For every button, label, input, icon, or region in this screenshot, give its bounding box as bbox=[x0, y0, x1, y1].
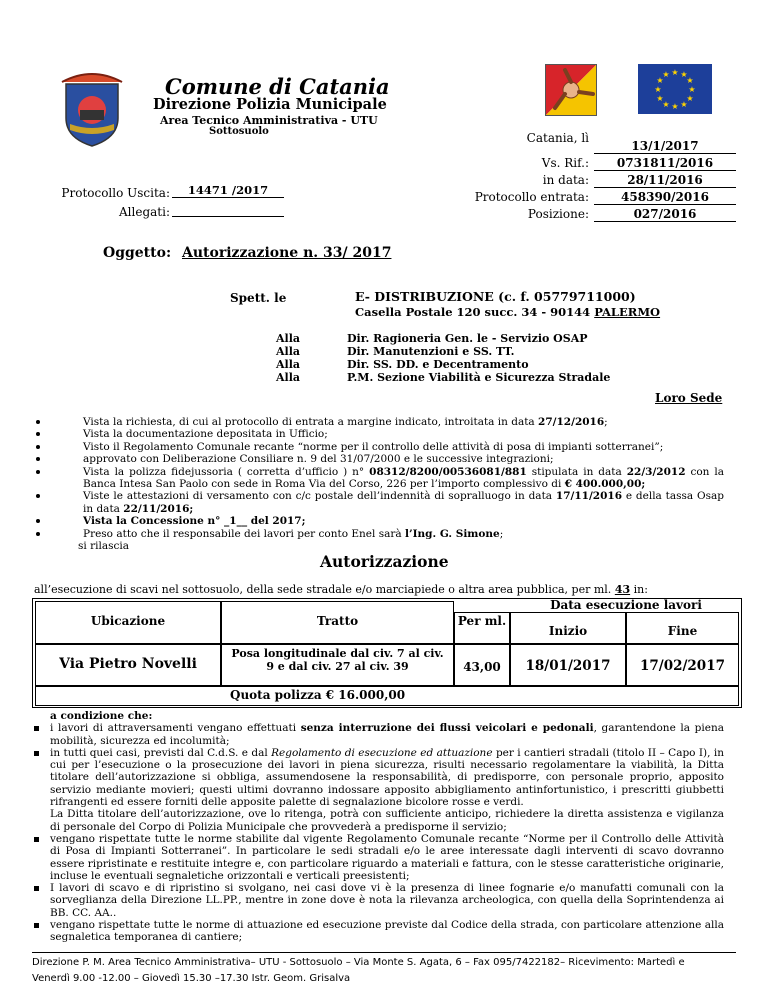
recipient-main-line2 bbox=[355, 305, 660, 319]
alla-label: Alla bbox=[276, 345, 301, 358]
svg-text:★: ★ bbox=[686, 94, 694, 103]
premise-item: Vista la polizza fidejussoria ( corretta d’ufficio ) n° 08312/8200/00536081/881 stipulata in data 22/3/2012 con la Banca Intesa San Paolo con sede in Roma Via del Corso, 226 per l’importo complessivo di € 400.000,00; bbox=[34, 466, 724, 491]
premise-item: Vista la documentazione depositata in Ufficio; bbox=[34, 428, 724, 440]
autorizzazione-intro: all’esecuzione di scavi nel sottosuolo, della sede stradale e/o marciapiede o altra area pubblica, per ml. 43 in: bbox=[34, 583, 648, 596]
alla-label: Alla bbox=[276, 358, 301, 371]
ubicazione-value: Via Pietro Novelli bbox=[59, 656, 197, 672]
svg-text:★: ★ bbox=[671, 68, 679, 77]
tratto-value: Posa longitudinale dal civ. 7 al civ. 9 e dal civ. 27 al civ. 39 bbox=[231, 647, 444, 673]
condition-item: vengano rispettate tutte le norme di attuazione ed esecuzione previste dal Codice della strada, con particolare attenzione alla segnaletica temporanea di cantiere; bbox=[34, 919, 724, 944]
rilascia-line: si rilascia bbox=[78, 540, 129, 553]
oggetto-line bbox=[103, 245, 391, 261]
in-data-value: 28/11/2016 bbox=[594, 173, 736, 188]
svg-text:★: ★ bbox=[654, 85, 662, 94]
other-recipients bbox=[347, 332, 610, 384]
footer-line1: Direzione P. M. Area Tecnico Amministrativa– UTU - Sottosuolo – Via Monte S. Agata, 6 – Fax 095/7422182– Ricevimento: Martedì e bbox=[32, 957, 685, 968]
recipient-decentramento: Dir. SS. DD. e Decentramento bbox=[347, 358, 529, 371]
conditions-heading: a condizione che: bbox=[50, 710, 153, 722]
oggetto-text: Autorizzazione n. 33/ 2017 bbox=[182, 245, 392, 261]
comune-title: Comune di Catania bbox=[165, 74, 390, 99]
condition-item: I lavori di scavo e di ripristino si svolgano, nei casi dove vi è la presenza di linee fognarie e/o manufatti comunali con la sorveglianza della Direzione LL.PP., mentre in zone dove è nota la rilevanza archeologica, con quella della Soprintendenza ai BB. CC. AA.. bbox=[34, 882, 724, 919]
conditions-section bbox=[34, 710, 724, 944]
header-data-esecuzione: Data esecuzione lavori bbox=[550, 598, 702, 612]
condition-item: vengano rispettate tutte le norme stabilite dal vigente Regolamento Comunale recante “Norme per il Controllo delle Attività di Posa di Impianti Sotterranei”. In particolare le sedi stradali e/o le aree interessate dagli interventi di scavo dovranno essere ripristinate e restituite integre e, con particolare riguardo a materiali e fattura, con le stesse caratteristiche originarie, incluse le eventuali segnaletiche orizzontali e verticali preesistenti; bbox=[34, 833, 724, 882]
protocollo-uscita-value: 14471 /2017 bbox=[172, 183, 284, 198]
municipal-crest bbox=[56, 66, 128, 150]
date-value: 13/1/2017 bbox=[594, 139, 736, 154]
autorizzazione-title: Autorizzazione bbox=[320, 552, 449, 571]
recipient-address: Casella Postale 120 succ. 34 - 90144 bbox=[355, 305, 591, 319]
premise-item: Vista la richiesta, di cui al protocollo di entrata a margine indicato, introitata in data 27/12/2016; bbox=[34, 416, 724, 428]
in-data-label: in data: bbox=[542, 173, 589, 187]
svg-text:★: ★ bbox=[656, 76, 664, 85]
svg-text:★: ★ bbox=[656, 94, 664, 103]
footer-line2: Venerdì 9.00 -12.00 – Giovedì 15.30 –17.30 Istr. Geom. Grisalva bbox=[32, 973, 351, 984]
alla-column bbox=[276, 332, 300, 384]
header-fine: Fine bbox=[667, 624, 698, 638]
premises-list bbox=[34, 416, 724, 552]
protocollo-entrata-label: Protocollo entrata: bbox=[474, 190, 589, 204]
alla-label: Alla bbox=[276, 371, 301, 384]
vs-rif-value: 0731811/2016 bbox=[594, 156, 736, 171]
recipient-main-line1: E- DISTRIBUZIONE (c. f. 05779711000) bbox=[355, 289, 636, 304]
condition-item: i lavori di attraversamenti vengano effettuati senza interruzione dei flussi veicolari e pedonali, garantendone la piena mobilità, sicurezza ed incolumità; bbox=[34, 722, 724, 747]
premise-item: Vista la Concessione n° _1__ del 2017; bbox=[34, 515, 724, 527]
recipient-ragioneria: Dir. Ragioneria Gen. le - Servizio OSAP bbox=[347, 332, 588, 345]
vs-rif-label: Vs. Rif.: bbox=[541, 156, 589, 170]
allegati-value bbox=[172, 202, 284, 217]
recipient-city: PALERMO bbox=[594, 305, 661, 319]
svg-text:★: ★ bbox=[686, 76, 694, 85]
posizione-label: Posizione: bbox=[527, 207, 589, 221]
protocollo-uscita-label: Protocollo Uscita: bbox=[61, 186, 170, 200]
premise-item: approvato con Deliberazione Consiliare n. 9 del 31/07/2000 e le successive integrazioni; bbox=[34, 453, 724, 465]
oggetto-label: Oggetto: bbox=[103, 245, 172, 261]
header-tratto: Tratto bbox=[316, 614, 359, 628]
settore-title: Sottosuolo bbox=[209, 126, 269, 137]
inizio-value: 18/01/2017 bbox=[525, 658, 611, 674]
svg-text:★: ★ bbox=[680, 100, 688, 109]
spett-label: Spett. le bbox=[230, 291, 287, 305]
area-title: Area Tecnico Amministrativa - UTU bbox=[160, 114, 378, 127]
svg-text:★: ★ bbox=[662, 100, 670, 109]
premise-item: Viste le attestazioni di versamento con c/c postale dell’indennità di sopralluogo in data 17/11/2016 e della tassa Osap in data 22/11/2016; bbox=[34, 490, 724, 515]
header-inizio: Inizio bbox=[548, 624, 588, 638]
fine-value: 17/02/2017 bbox=[639, 658, 725, 674]
protocollo-entrata-value: 458390/2016 bbox=[594, 190, 736, 205]
recipient-viabilita: P.M. Sezione Viabilità e Sicurezza Stradale bbox=[347, 371, 611, 384]
condition-item: in tutti quei casi, previsti dal C.d.S. e dal Regolamento di esecuzione ed attuazione per i cantieri stradali (titolo II – Capo I), in cui per l’esecuzione o la prosecuzione dei lavori in piena sicurezza, risulti necessario regolamentare la viabilità, la Ditta titolare dell’autorizzazione si obbliga, assumendosene la responsabilità, di predisporre, con personale proprio, apposito servizio mediante movieri; questi ultimi dovranno indossare apposito abbigliamento antinfortunistico, i prescritti giubbetti rifrangenti ed essere forniti delle apposite palette di segnalazione bicolore rosse e verdi. La Ditta titolare dell’autorizzazione, ove lo ritenga, potrà con sufficiente anticipo, richiedere la diretta assistenza e vigilanza di personale del Corpo di Polizia Municipale che provvederà a predisporne il servizio; bbox=[34, 747, 724, 833]
premise-item: Preso atto che il responsabile dei lavori per conto Enel sarà l’Ing. G. Simone; bbox=[34, 528, 724, 540]
recipient-manutenzioni: Dir. Manutenzioni e SS. TT. bbox=[347, 345, 515, 358]
sicily-flag-logo bbox=[545, 64, 597, 116]
alla-label: Alla bbox=[276, 332, 301, 345]
place-date-label: Catania, lì bbox=[526, 131, 589, 145]
quota-polizza: Quota polizza € 16.000,00 bbox=[230, 688, 406, 702]
perml-value: 43,00 bbox=[463, 660, 501, 674]
header-ubicazione: Ubicazione bbox=[90, 614, 166, 628]
eu-flag-logo bbox=[638, 64, 712, 114]
loro-sede: Loro Sede bbox=[655, 391, 723, 405]
premise-item: Visto il Regolamento Comunale recante “norme per il controllo delle attività di posa di impianti sotterranei”; bbox=[34, 441, 724, 453]
posizione-value: 027/2016 bbox=[594, 207, 736, 222]
header-perml: Per ml. bbox=[457, 614, 507, 628]
page-footer bbox=[32, 952, 736, 987]
direzione-title: Direzione Polizia Municipale bbox=[153, 96, 387, 113]
svg-text:★: ★ bbox=[671, 102, 679, 111]
allegati-label: Allegati: bbox=[119, 205, 170, 219]
svg-text:★: ★ bbox=[680, 70, 688, 79]
svg-text:★: ★ bbox=[688, 85, 696, 94]
svg-text:★: ★ bbox=[662, 70, 670, 79]
